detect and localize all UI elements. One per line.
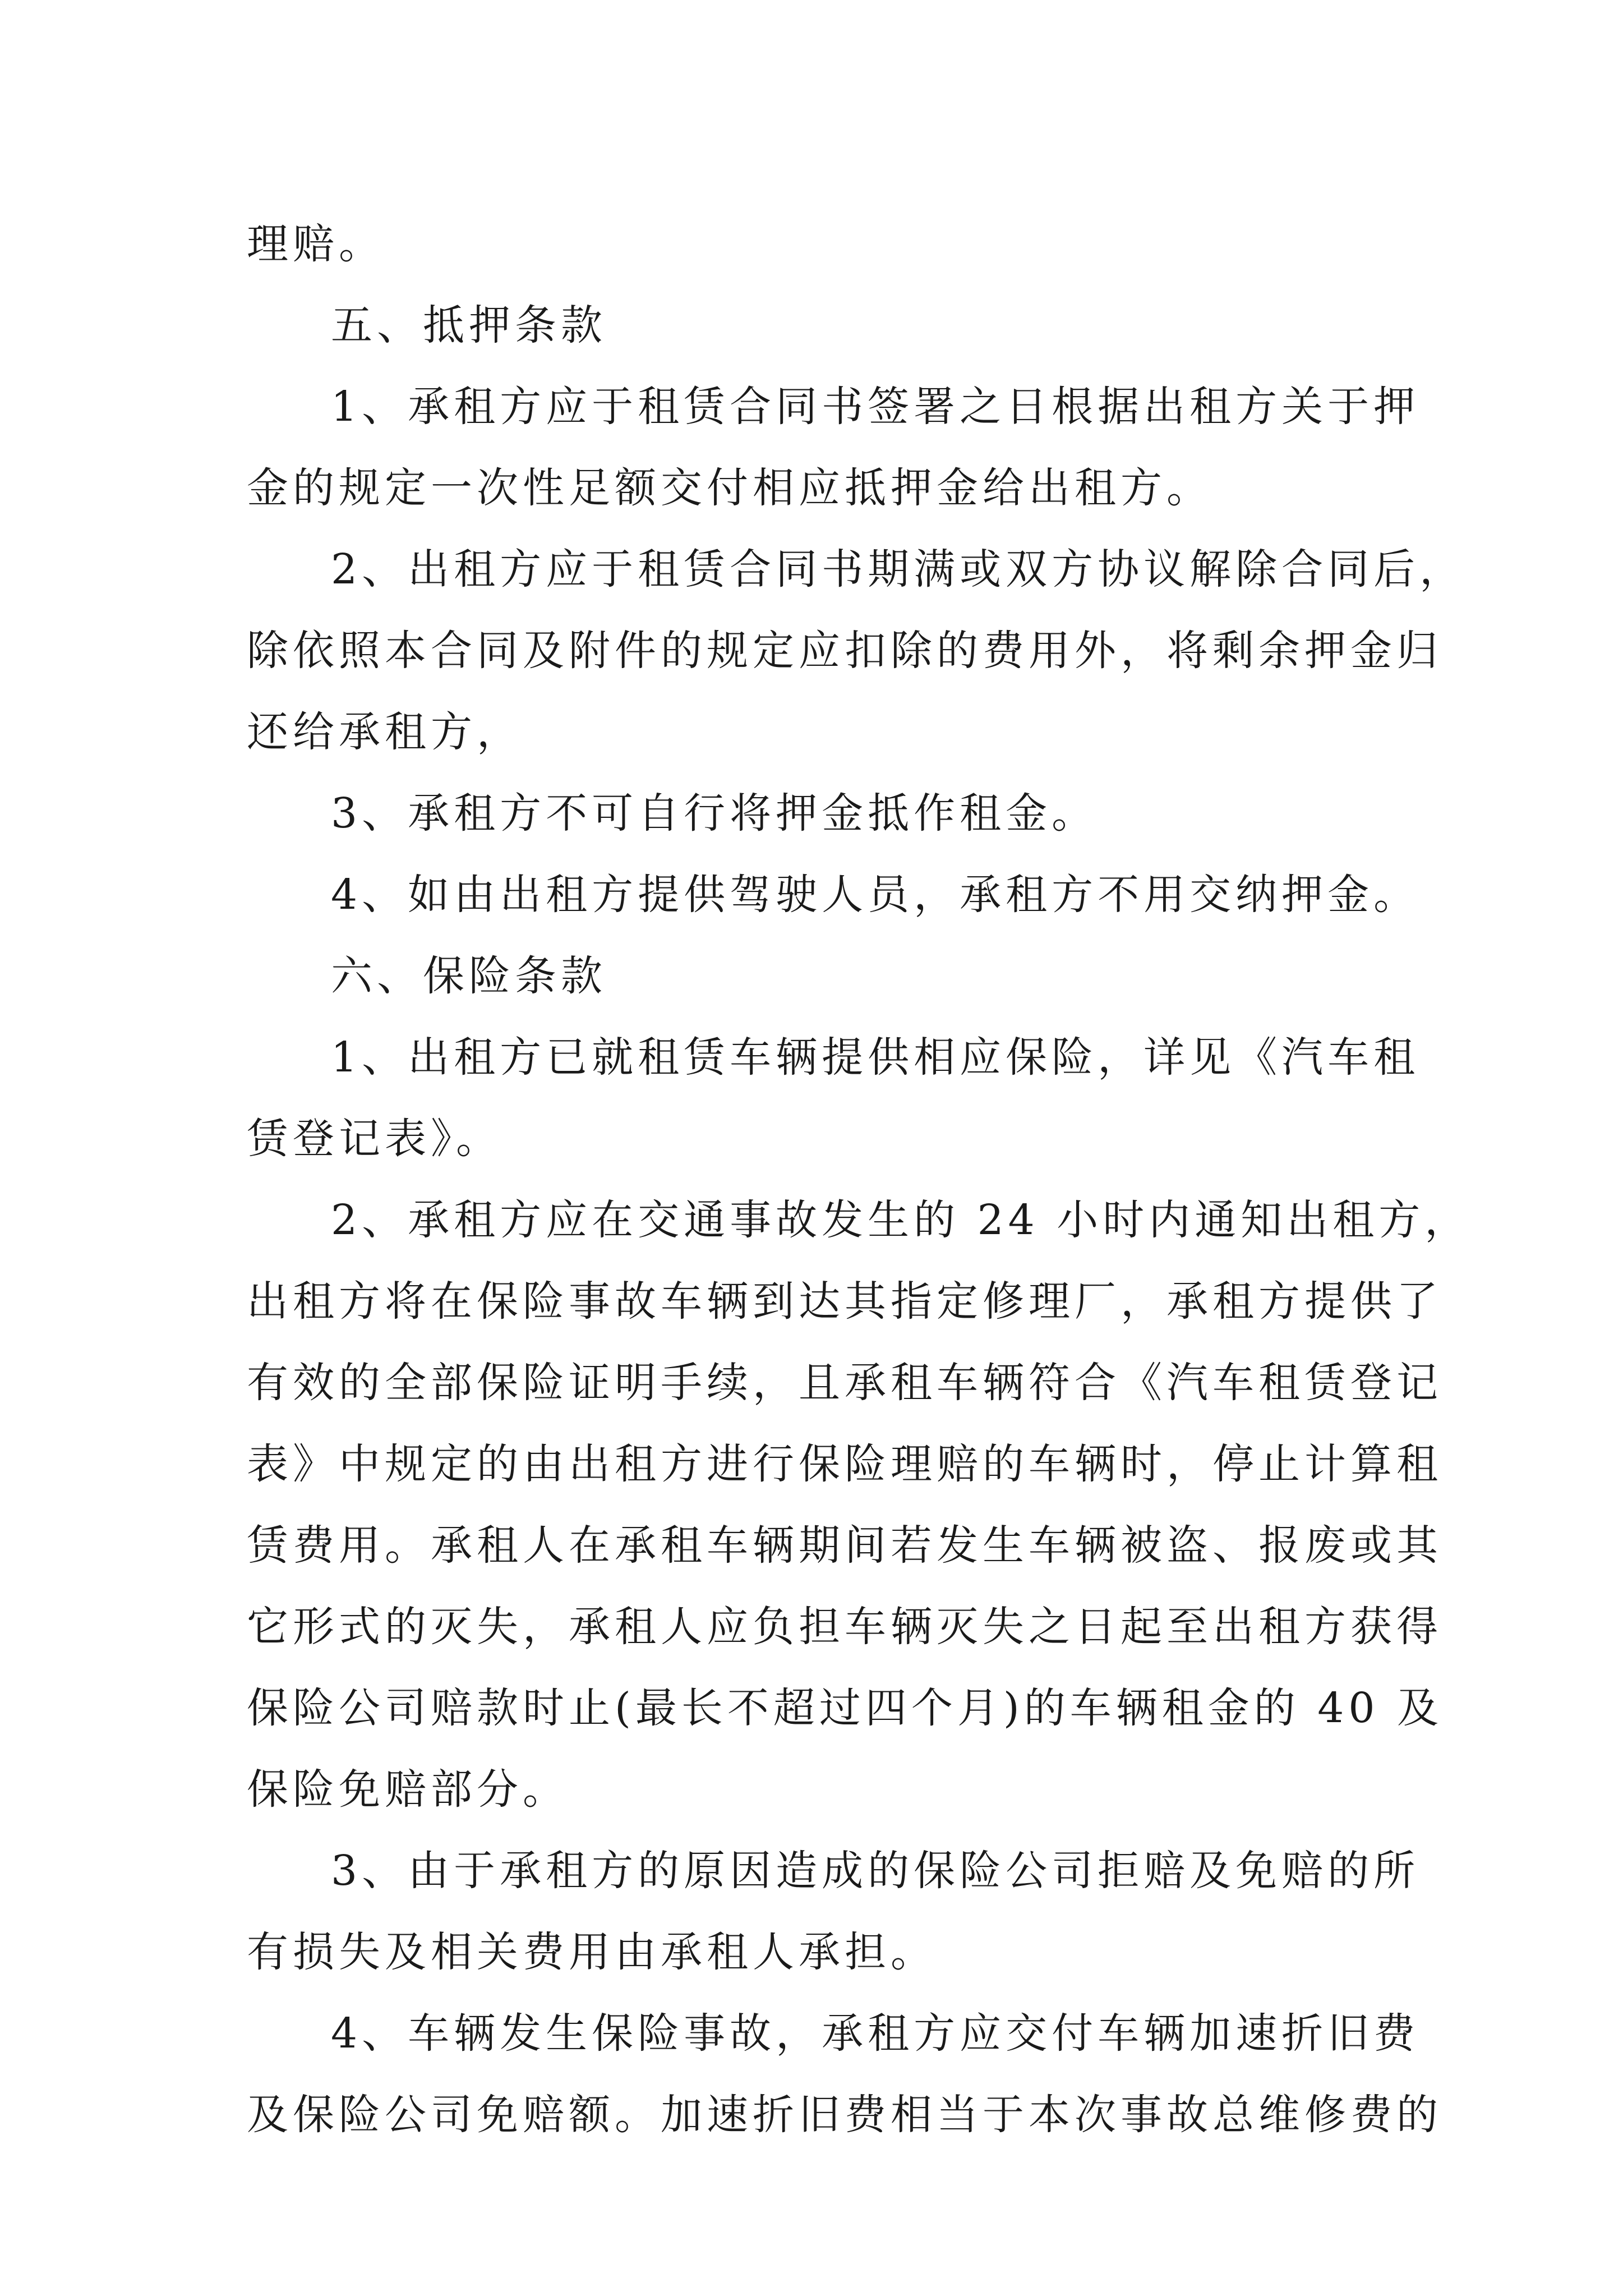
text-line: 有损失及相关费用由承租人承担。 <box>247 1928 937 1976</box>
section-heading: 五、抵押条款 <box>331 301 607 349</box>
text-line: 它形式的灭失，承租人应负担车辆灭失之日起至出租方获得 <box>247 1603 1442 1651</box>
text-line: 保险公司赔款时止(最长不超过四个月)的车辆租金的 40 及 <box>247 1684 1443 1732</box>
text-line: 赁费用。承租人在承租车辆期间若发生车辆被盗、报废或其 <box>247 1521 1442 1570</box>
text-line: 2、承租方应在交通事故发生的 24 小时内通知出租方， <box>331 1196 1471 1244</box>
text-line: 2、出租方应于租赁合同书期满或双方协议解除合同后， <box>331 545 1466 593</box>
text-line: 4、如由出租方提供驾驶人员，承租方不用交纳押金。 <box>331 871 1420 919</box>
text-line: 金的规定一次性足额交付相应抵押金给出租方。 <box>247 464 1212 512</box>
section-heading: 六、保险条款 <box>331 952 607 1000</box>
text-line: 保险免赔部分。 <box>247 1765 569 1814</box>
document-body <box>247 204 1471 2156</box>
text-line: 表》中规定的由出租方进行保险理赔的车辆时，停止计算租 <box>247 1440 1442 1488</box>
text-line: 有效的全部保险证明手续，且承租车辆符合《汽车租赁登记 <box>247 1359 1442 1407</box>
text-line: 及保险公司免赔额。加速折旧费相当于本次事故总维修费的 <box>247 2091 1442 2139</box>
text-line: 3、承租方不可自行将押金抵作租金。 <box>331 789 1098 838</box>
text-line: 3、由于承租方的原因造成的保险公司拒赔及免赔的所 <box>331 1847 1420 1895</box>
text-line: 除依照本合同及附件的规定应扣除的费用外，将剩余押金归 <box>247 627 1442 675</box>
text-line: 1、承租方应于租赁合同书签署之日根据出租方关于押 <box>331 383 1420 431</box>
text-line: 赁登记表》。 <box>247 1115 502 1163</box>
text-line: 出租方将在保险事故车辆到达其指定修理厂，承租方提供了 <box>247 1277 1442 1326</box>
text-line: 1、出租方已就租赁车辆提供相应保险，详见《汽车租 <box>331 1033 1420 1082</box>
text-line: 4、车辆发生保险事故，承租方应交付车辆加速折旧费 <box>331 2009 1420 2058</box>
text-line: 理赔。 <box>247 220 385 268</box>
text-line: 还给承租方， <box>247 708 523 756</box>
